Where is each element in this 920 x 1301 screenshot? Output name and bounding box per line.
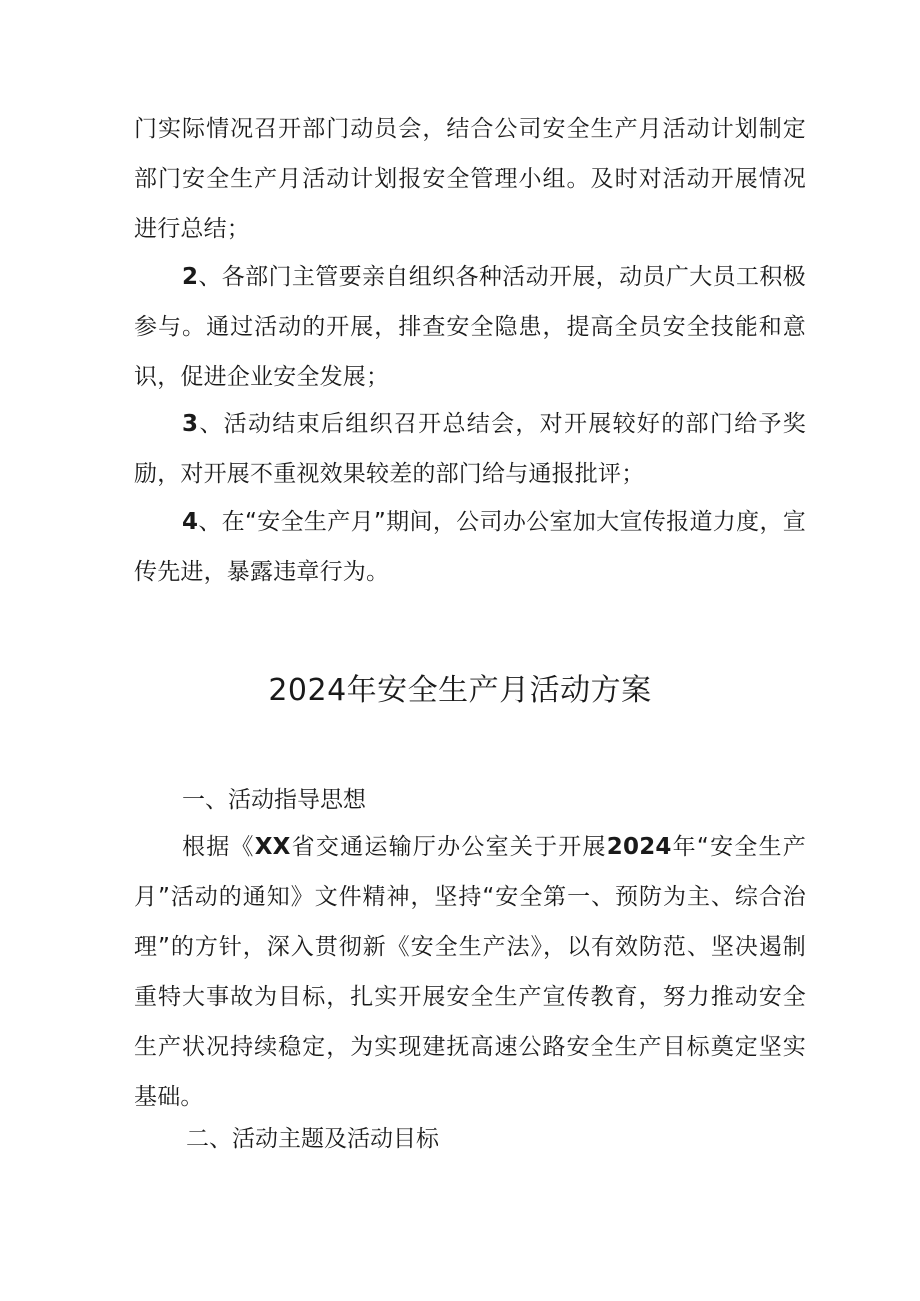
body-text: 根据《: [182, 834, 255, 860]
body-bold-text: 2024: [606, 834, 672, 860]
body-text: 省交通运输厅办公室关于开展: [290, 834, 607, 860]
section-heading-1: 一、活动指导思想: [182, 787, 366, 813]
section-1-body: [134, 822, 806, 1122]
paragraph-continued: [134, 104, 806, 254]
item-number: 2: [182, 264, 199, 290]
item-number: 4: [182, 509, 199, 535]
paragraph-item-3: [134, 399, 806, 499]
document-title: 2024年安全生产月活动方案: [268, 673, 652, 708]
paragraph-text: 、在“安全生产月”期间，公司办公室加大宣传报道力度，宣传先进，暴露违章行为。: [134, 509, 806, 585]
body-text: 年“安全生产月”活动的通知》文件精神，坚持“安全第一、预防为主、综合治理”的方针，深入贯彻新《安全生产法》，以有效防范、坚决遏制重特大事故为目标，扎实开展安全生产宣传教育，努力推动安全生产状况持续稳定，为实现建抚高速公路安全生产目标奠定坚实基础。: [134, 834, 806, 1110]
paragraph-text: 、各部门主管要亲自组织各种活动开展，动员广大员工积极参与。通过活动的开展，排查安全隐患，提高全员安全技能和意识，促进企业安全发展；: [134, 264, 806, 390]
paragraph-text: 门实际情况召开部门动员会，结合公司安全生产月活动计划制定部门安全生产月活动计划报安全管理小组。及时对活动开展情况进行总结；: [134, 116, 806, 242]
section-heading-2: 二、活动主题及活动目标: [186, 1126, 439, 1152]
paragraph-text: 、活动结束后组织召开总结会，对开展较好的部门给予奖励，对开展不重视效果较差的部门给与通报批评；: [134, 411, 806, 487]
body-bold-text: XX: [254, 834, 291, 860]
item-number: 3: [182, 411, 199, 437]
paragraph-item-4: [134, 497, 806, 597]
paragraph-item-2: [134, 252, 806, 402]
